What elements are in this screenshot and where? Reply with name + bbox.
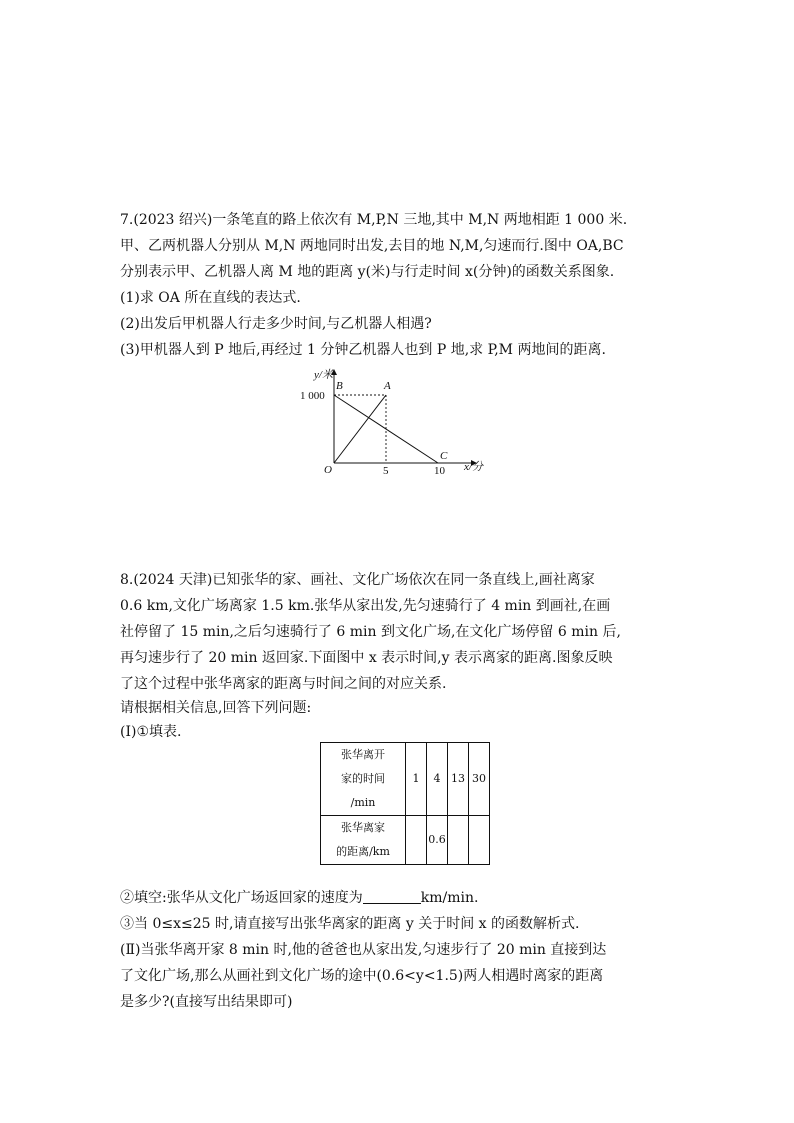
table-cell: 0.6 [427,816,448,865]
distance-time-graph [296,366,496,478]
q8-line-6: 请根据相关信息,回答下列问题: [120,700,312,716]
origin-label: O [324,464,332,476]
q8-part-2-line-2: 了文化广场,那么从画社到文化广场的途中(0.6<y<1.5)两人相遇时离家的距离 [120,968,604,984]
q8-line-1: 8.(2024 天津)已知张华的家、画社、文化广场依次在同一条直线上,画社离家 [120,572,595,588]
q8-part-2-line-3: 是多少?(直接写出结果即可) [120,994,293,1010]
x-tick-label: 10 [434,465,445,477]
table-header-time: 张华离开 家的时间 /min [321,743,406,816]
point-label-a: A [384,380,391,392]
q7-line-2: 甲、乙两机器人分别从 M,N 两地同时出发,去目的地 N,M,匀速而行.图中 OA,BC [120,238,624,254]
table-cell: 1 [406,743,427,816]
table-cell: 13 [448,743,469,816]
table-cell-blank[interactable] [469,816,490,865]
x-axis-label: x/分 [464,461,483,473]
table-cell: 30 [469,743,490,816]
table-header-distance: 张华离家 的距离/km [321,816,406,865]
q8-part-1-heading: (Ⅰ)①填表. [120,724,182,740]
q8-line-5: 了这个过程中张华离家的距离与时间之间的对应关系. [120,676,447,692]
table-cell-blank[interactable] [448,816,469,865]
y-tick-label: 1 000 [300,390,325,402]
series-line-oa [334,395,386,463]
table-cell-blank[interactable] [406,816,427,865]
q8-part-1-3: ③当 0≤x≤25 时,请直接写出张华离家的距离 y 关于时间 x 的函数解析式. [120,916,580,932]
q7-line-1: 7.(2023 绍兴)一条笔直的路上依次有 M,P,N 三地,其中 M,N 两地相距 1 000 米. [120,212,628,228]
y-axis-label: y/米 [314,369,333,381]
table-row-time [321,743,490,816]
table-cell: 4 [427,743,448,816]
answer-blank[interactable] [363,889,421,904]
x-tick-label: 5 [383,465,389,477]
q8-line-3: 社停留了 15 min,之后匀速骑行了 6 min 到文化广场,在文化广场停留 6 min 后, [120,624,621,640]
q8-line-4: 再匀速步行了 20 min 返回家.下面图中 x 表示时间,y 表示离家的距离.图象反映 [120,650,613,666]
q7-line-3: 分别表示甲、乙机器人离 M 地的距离 y(米)与行走时间 x(分钟)的函数关系图象. [120,264,615,280]
point-label-b: B [336,380,343,392]
q8-part-2-line-1: (Ⅱ)当张华离开家 8 min 时,他的爸爸也从家出发,匀速步行了 20 min 直接到达 [120,942,607,958]
q7-part-2: (2)出发后甲机器人行走多少时间,与乙机器人相遇? [120,316,432,332]
table-row-distance [321,816,490,865]
q8-line-2: 0.6 km,文化广场离家 1.5 km.张华从家出发,先匀速骑行了 4 min 到画社,在画 [120,598,611,614]
q8-part-1-2: ②填空:张华从文化广场返回家的速度为 km/min. [120,890,479,906]
q7-part-3: (3)甲机器人到 P 地后,再经过 1 分钟乙机器人也到 P 地,求 P,M 两地间的距离. [120,342,606,358]
point-label-c: C [440,450,448,462]
fill-in-table [320,742,490,865]
q7-part-1: (1)求 OA 所在直线的表达式. [120,290,301,306]
